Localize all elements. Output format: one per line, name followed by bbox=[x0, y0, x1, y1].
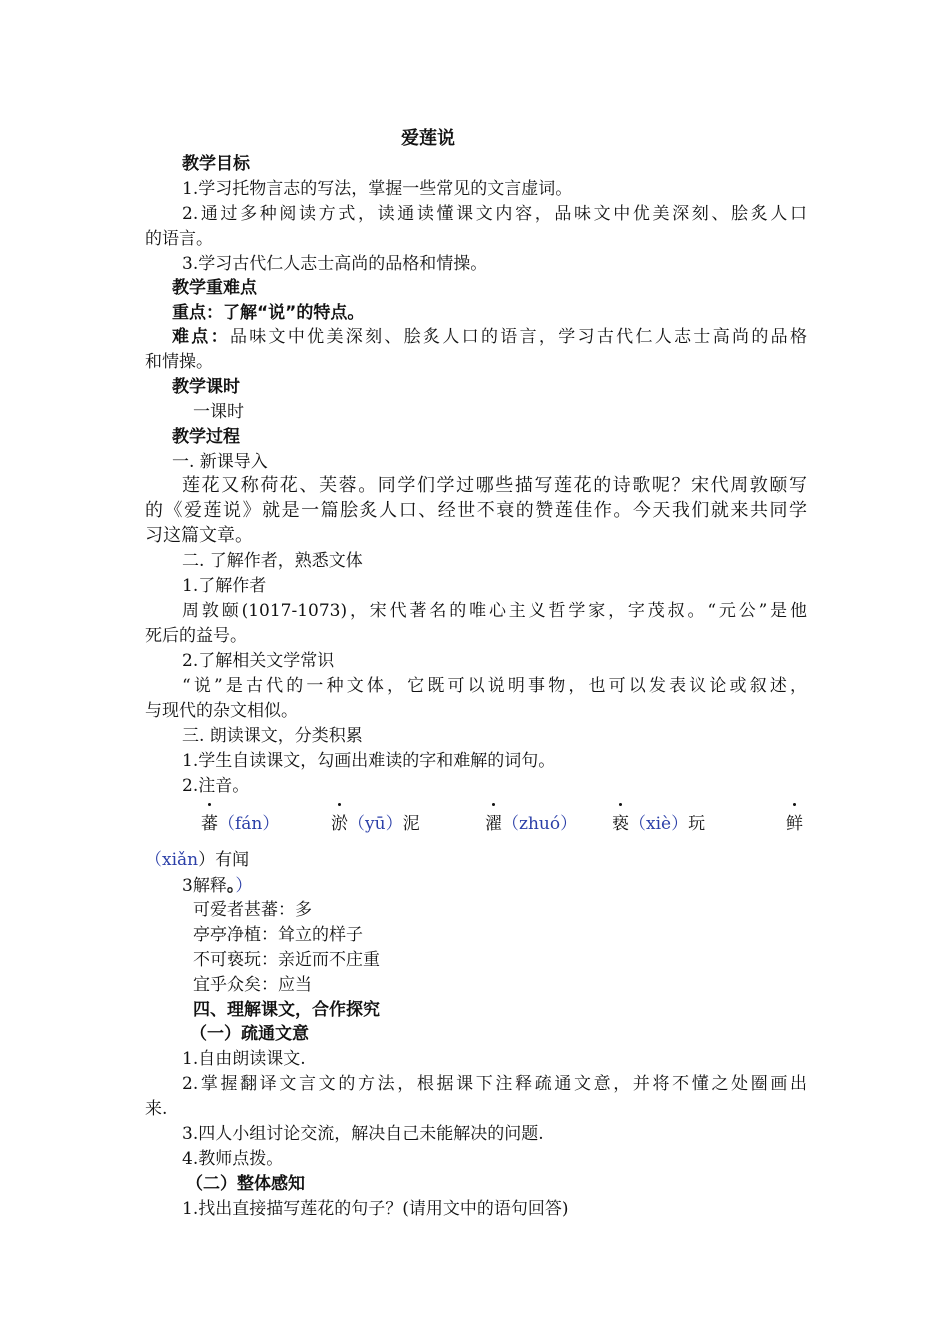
emphasis-dot bbox=[619, 803, 622, 806]
author-subheading: 1.了解作者 bbox=[182, 576, 267, 596]
goals-heading: 教学目标 bbox=[182, 154, 250, 174]
process-heading: 教学过程 bbox=[172, 427, 240, 447]
explore-item-4: 4.教师点拨。 bbox=[182, 1149, 284, 1169]
pinyin-entry: 蕃（fán） bbox=[201, 812, 279, 836]
intro-line-3: 习这篇文章。 bbox=[145, 525, 253, 546]
perception-question-1: 1.找出直接描写莲花的句子？(请用文中的语句回答) bbox=[182, 1199, 569, 1219]
difficult-text: 品味文中优美深刻、脍炙人口的语言，学习古代仁人志士高尚的品格 bbox=[229, 327, 807, 347]
annotated-char: 亵 bbox=[612, 812, 629, 836]
subsection-2-heading: （二）整体感知 bbox=[186, 1174, 305, 1194]
author-line-2: 死后的益号。 bbox=[145, 626, 247, 646]
pinyin-text: fán bbox=[235, 814, 263, 834]
explore-item-1: 1.自由朗读课文. bbox=[182, 1049, 306, 1069]
pinyin-entry: 濯（zhuó） bbox=[485, 812, 577, 836]
pinyin-text: yū bbox=[365, 814, 386, 834]
emphasis-dot bbox=[208, 803, 211, 806]
literature-line-2: 与现代的杂文相似。 bbox=[145, 701, 298, 721]
pinyin-entry: 淤（yū）泥 bbox=[331, 812, 420, 836]
key-point: 重点：了解“说”的特点。 bbox=[172, 303, 365, 323]
goal-item-1: 1.学习托物言志的写法，掌握一些常见的文言虚词。 bbox=[182, 179, 573, 199]
reading-item-3: 3解释。） bbox=[182, 876, 253, 896]
reading-item-2: 2.注音。 bbox=[182, 776, 250, 796]
document-title: 爱莲说 bbox=[401, 128, 455, 149]
explore-item-3: 3.四人小组讨论交流，解决自己未能解决的问题. bbox=[182, 1124, 544, 1144]
section-1-heading: 一. 新课导入 bbox=[172, 452, 268, 472]
explore-item-2-cont: 来. bbox=[145, 1099, 168, 1119]
reading-item-1: 1.学生自读课文，勾画出难读的字和难解的词句。 bbox=[182, 751, 556, 771]
goal-item-3: 3.学习古代仁人志士高尚的品格和情操。 bbox=[182, 254, 488, 274]
definition-3: 不可亵玩：亲近而不庄重 bbox=[193, 950, 380, 970]
author-line-1: 周敦颐(1017-1073)，宋代著名的唯心主义哲学家，字茂叔。“元公”是他 bbox=[182, 601, 807, 621]
pinyin-text: zhuó bbox=[519, 814, 561, 834]
goal-item-2: 2.通过多种阅读方式，读通读懂课文内容，品味文中优美深刻、脍炙人口 bbox=[182, 204, 807, 224]
explore-item-2: 2.掌握翻译文言文的方法，根据课下注释疏通文意，并将不懂之处圈画出 bbox=[182, 1074, 807, 1094]
goal-item-2-cont: 的语言。 bbox=[145, 229, 213, 249]
difficult-label: 难点： bbox=[172, 327, 230, 347]
definition-1: 可爱者甚蕃：多 bbox=[193, 900, 312, 920]
section-2-heading: 二. 了解作者，熟悉文体 bbox=[182, 551, 363, 571]
difficult-point-cont: 和情操。 bbox=[145, 352, 213, 372]
literature-line-1: “说”是古代的一种文体，它既可以说明事物，也可以发表议论或叙述， bbox=[182, 676, 807, 696]
pinyin-wrap-line: （xiǎn）有闻 bbox=[145, 850, 250, 870]
definition-2: 亭亭净植：耸立的样子 bbox=[193, 925, 363, 945]
definition-4: 宜乎众矣：应当 bbox=[193, 975, 312, 995]
subsection-1-heading: （一）疏通文意 bbox=[190, 1024, 309, 1044]
difficult-point bbox=[172, 325, 807, 349]
annotated-char: 濯 bbox=[485, 812, 502, 836]
section-4-heading: 四、理解课文，合作探究 bbox=[193, 1000, 380, 1020]
pinyin-text: xiè bbox=[646, 814, 672, 834]
keys-heading: 教学重难点 bbox=[172, 278, 257, 298]
pinyin-text: xiǎn bbox=[162, 850, 199, 870]
section-3-heading: 三. 朗读课文，分类积累 bbox=[182, 726, 363, 746]
literature-subheading: 2.了解相关文学常识 bbox=[182, 651, 335, 671]
emphasis-dot bbox=[793, 803, 796, 806]
pinyin-entry bbox=[786, 812, 803, 836]
intro-line-2: 的《爱莲说》就是一篇脍炙人口、经世不衰的赞莲佳作。今天我们就来共同学 bbox=[145, 500, 807, 521]
emphasis-dot bbox=[338, 803, 341, 806]
annotated-char: 淤 bbox=[331, 812, 348, 836]
annotated-char: 鲜 bbox=[786, 812, 803, 836]
pinyin-entry: 亵（xiè）玩 bbox=[612, 812, 705, 836]
annotated-char: 蕃 bbox=[201, 812, 218, 836]
hours-value: 一课时 bbox=[193, 402, 244, 422]
intro-line-1: 莲花又称荷花、芙蓉。同学们学过哪些描写莲花的诗歌呢？宋代周敦颐写 bbox=[182, 475, 807, 496]
emphasis-dot bbox=[492, 803, 495, 806]
hours-heading: 教学课时 bbox=[172, 377, 240, 397]
